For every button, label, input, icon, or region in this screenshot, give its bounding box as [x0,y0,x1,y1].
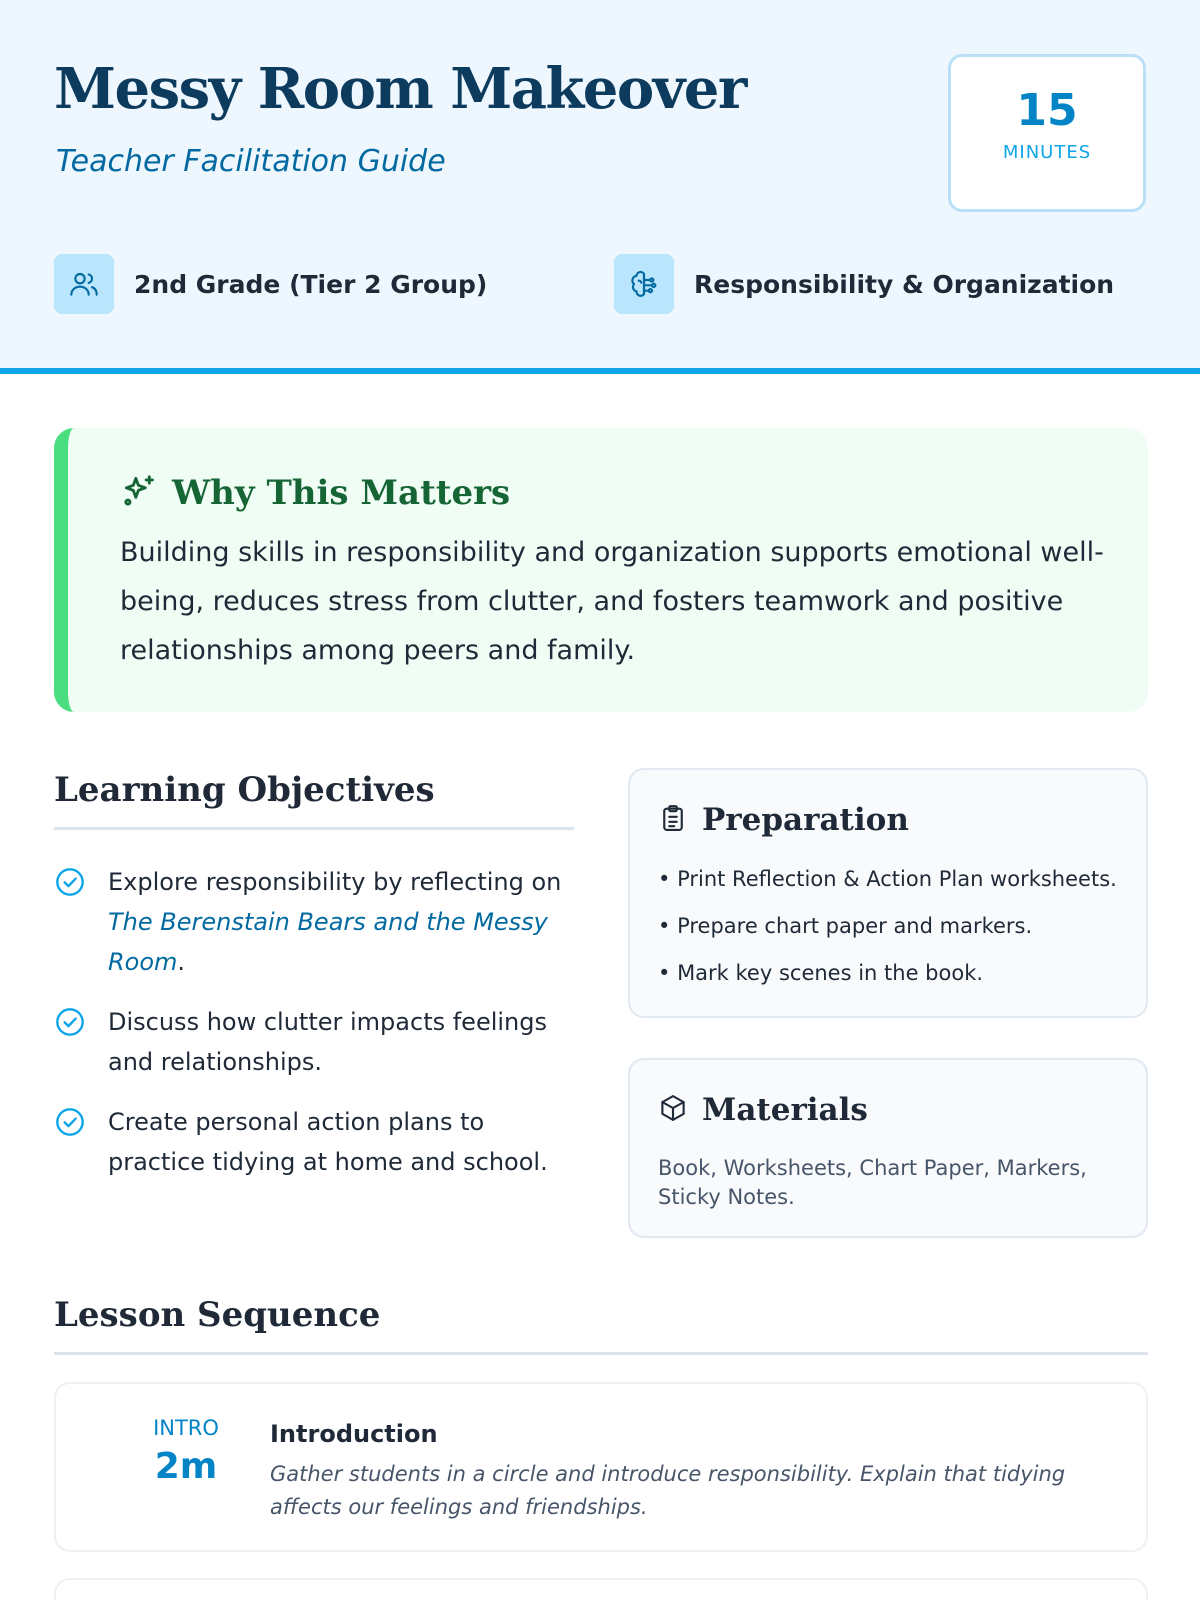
why-text: Building skills in responsibility and organization supports emotional well-being, reduces stress from clutter, and fosters teamwork and positive relationships among peers and family. [120,537,1104,666]
objective-text: Explore responsibility by reflecting on The Berenstain Bears and the Messy Room. [108,868,562,976]
duration-badge [948,54,1146,212]
materials-text: Book, Worksheets, Chart Paper, Markers, Sticky Notes. [658,1156,1087,1209]
why-title: Why This Matters [172,473,511,513]
page-subtitle: Teacher Facilitation Guide [56,144,446,179]
preparation-item: • Print Reflection & Action Plan worksheets. [658,856,1117,903]
objectives-list [54,862,574,1202]
objectives-title: Learning Objectives [54,770,435,810]
box-icon [658,1093,688,1127]
objective-item [54,862,574,982]
brain-icon [614,254,674,314]
materials-card [628,1058,1148,1238]
meta-grade-text: 2nd Grade (Tier 2 Group) [134,269,488,299]
preparation-item: • Mark key scenes in the book. [658,950,1117,997]
step-description: Gather students in a circle and introduce responsibility. Explain that tidying affects our feelings and friendships. [270,1462,1066,1519]
meta-grade [54,254,487,314]
meta-topic [614,254,1114,314]
objective-text: Discuss how clutter impacts feelings and relationships. [108,1008,547,1076]
users-icon [54,254,114,314]
objective-text: Create personal action plans to practice tidying at home and school. [108,1108,548,1176]
preparation-item: • Prepare chart paper and markers. [658,903,1117,950]
check-circle-icon [54,862,88,982]
why-this-matters-callout [54,428,1148,712]
preparation-list [658,856,1117,997]
meta-topic-text: Responsibility & Organization [694,269,1115,299]
why-heading [120,472,510,514]
sequence-step-partial [54,1578,1148,1600]
materials-title: Materials [702,1092,868,1128]
page-title: Messy Room Makeover [54,56,746,122]
check-circle-icon [54,1002,88,1082]
preparation-card [628,768,1148,1018]
sequence-divider [54,1352,1148,1355]
check-circle-icon [54,1102,88,1182]
header [0,0,1200,374]
sparkles-icon [120,472,158,514]
objectives-divider [54,827,574,830]
objective-item [54,1102,574,1182]
book-title: The Berenstain Bears and the Messy Room [108,908,548,976]
clipboard-icon [658,803,688,837]
preparation-title: Preparation [702,802,909,838]
step-tag: INTRO [153,1416,219,1440]
sequence-step [54,1382,1148,1552]
sequence-title: Lesson Sequence [54,1295,381,1335]
duration-value: 15 [1016,85,1078,136]
duration-unit: MINUTES [1002,142,1092,163]
step-duration: 2m [154,1446,218,1487]
step-title: Introduction [270,1420,438,1448]
materials-heading [658,1092,868,1128]
preparation-heading [658,802,909,838]
objective-item [54,1002,574,1082]
